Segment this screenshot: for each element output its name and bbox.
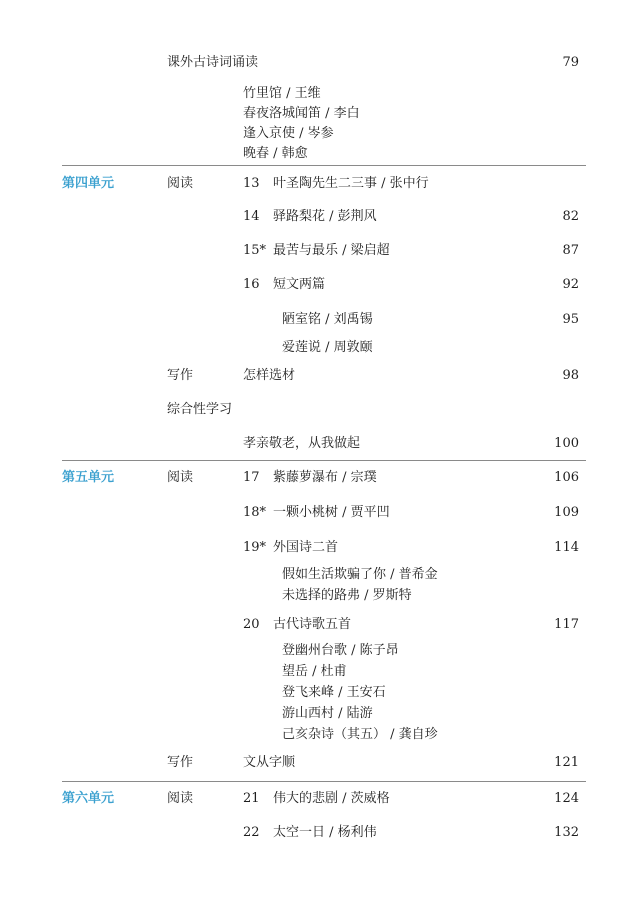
lesson-entry <box>243 243 390 259</box>
lesson-number: 21 <box>243 791 260 806</box>
lesson-number: 13 <box>243 176 260 191</box>
page-number: 95 <box>562 312 579 327</box>
reading-label: 阅读 <box>167 470 194 485</box>
writing-label: 写作 <box>167 755 194 770</box>
unit-label-5: 第五单元 <box>62 470 115 485</box>
unit-label-6: 第六单元 <box>62 791 115 806</box>
lesson-title: 太空一日 / 杨利伟 <box>273 825 377 840</box>
lesson-title: 驿路梨花 / 彭荆风 <box>273 209 377 224</box>
lesson-entry <box>243 277 325 293</box>
lesson-number: 22 <box>243 825 260 840</box>
sub-text-entry: 陋室铭 / 刘禹锡 <box>282 312 373 327</box>
page-number: 124 <box>554 791 579 806</box>
unit-divider <box>62 165 586 166</box>
poem-entry: 逢入京使 / 岑参 <box>243 126 334 141</box>
page-number: 100 <box>554 436 579 451</box>
unit-label-4: 第四单元 <box>62 176 115 191</box>
lesson-number: 17 <box>243 470 260 485</box>
lesson-title: 短文两篇 <box>273 277 326 292</box>
poem-entry: 春夜洛城闻笛 / 李白 <box>243 106 360 121</box>
lesson-entry <box>243 825 377 841</box>
lesson-title: 外国诗二首 <box>273 540 339 555</box>
lesson-number: 18* <box>243 505 267 520</box>
poem-entry: 晚春 / 韩愈 <box>243 146 308 161</box>
sub-text-entry: 己亥杂诗（其五） / 龚自珍 <box>282 727 438 742</box>
writing-title: 文从字顺 <box>243 755 296 770</box>
lesson-number: 16 <box>243 277 260 292</box>
writing-title: 怎样选材 <box>243 368 296 383</box>
lesson-title: 紫藤萝瀑布 / 宗璞 <box>273 470 377 485</box>
lesson-number: 15* <box>243 243 267 258</box>
page-number: 117 <box>554 617 579 632</box>
lesson-entry <box>243 505 390 521</box>
writing-label: 写作 <box>167 368 194 383</box>
sub-text-entry: 爱莲说 / 周敦颐 <box>282 340 373 355</box>
lesson-entry <box>243 470 377 486</box>
lesson-entry <box>243 540 338 556</box>
lesson-title: 最苦与最乐 / 梁启超 <box>273 243 390 258</box>
lesson-title: 叶圣陶先生二三事 / 张中行 <box>273 176 429 191</box>
unit-divider <box>62 781 586 782</box>
reading-label: 阅读 <box>167 791 194 806</box>
lesson-number: 19* <box>243 540 267 555</box>
page-number: 106 <box>554 470 579 485</box>
page-number: 92 <box>562 277 579 292</box>
section-title-extracurricular: 课外古诗词诵读 <box>167 55 259 70</box>
sub-text-entry: 游山西村 / 陆游 <box>282 706 373 721</box>
lesson-title: 伟大的悲剧 / 茨威格 <box>273 791 390 806</box>
sub-text-entry: 未选择的路弗 / 罗斯特 <box>282 588 412 603</box>
lesson-entry <box>243 209 377 225</box>
page-number: 98 <box>562 368 579 383</box>
lesson-title: 古代诗歌五首 <box>273 617 352 632</box>
page-number: 87 <box>562 243 579 258</box>
sub-text-entry: 登幽州台歌 / 陈子昂 <box>282 643 399 658</box>
sub-text-entry: 望岳 / 杜甫 <box>282 664 347 679</box>
lesson-entry <box>243 791 390 807</box>
poem-entry: 竹里馆 / 王维 <box>243 86 321 101</box>
page-number: 121 <box>554 755 579 770</box>
sub-text-entry: 假如生活欺骗了你 / 普希金 <box>282 567 438 582</box>
page-number: 114 <box>554 540 579 555</box>
unit-divider <box>62 460 586 461</box>
comprehensive-title: 孝亲敬老，从我做起 <box>243 436 361 451</box>
lesson-title: 一颗小桃树 / 贾平凹 <box>273 505 390 520</box>
lesson-number: 14 <box>243 209 260 224</box>
reading-label: 阅读 <box>167 176 194 191</box>
lesson-entry <box>243 176 429 192</box>
sub-text-entry: 登飞来峰 / 王安石 <box>282 685 386 700</box>
lesson-entry <box>243 617 351 633</box>
page-number: 79 <box>562 55 579 70</box>
page-number: 82 <box>562 209 579 224</box>
page-number: 132 <box>554 825 579 840</box>
page-number: 109 <box>554 505 579 520</box>
lesson-number: 20 <box>243 617 260 632</box>
comprehensive-label: 综合性学习 <box>167 402 233 417</box>
